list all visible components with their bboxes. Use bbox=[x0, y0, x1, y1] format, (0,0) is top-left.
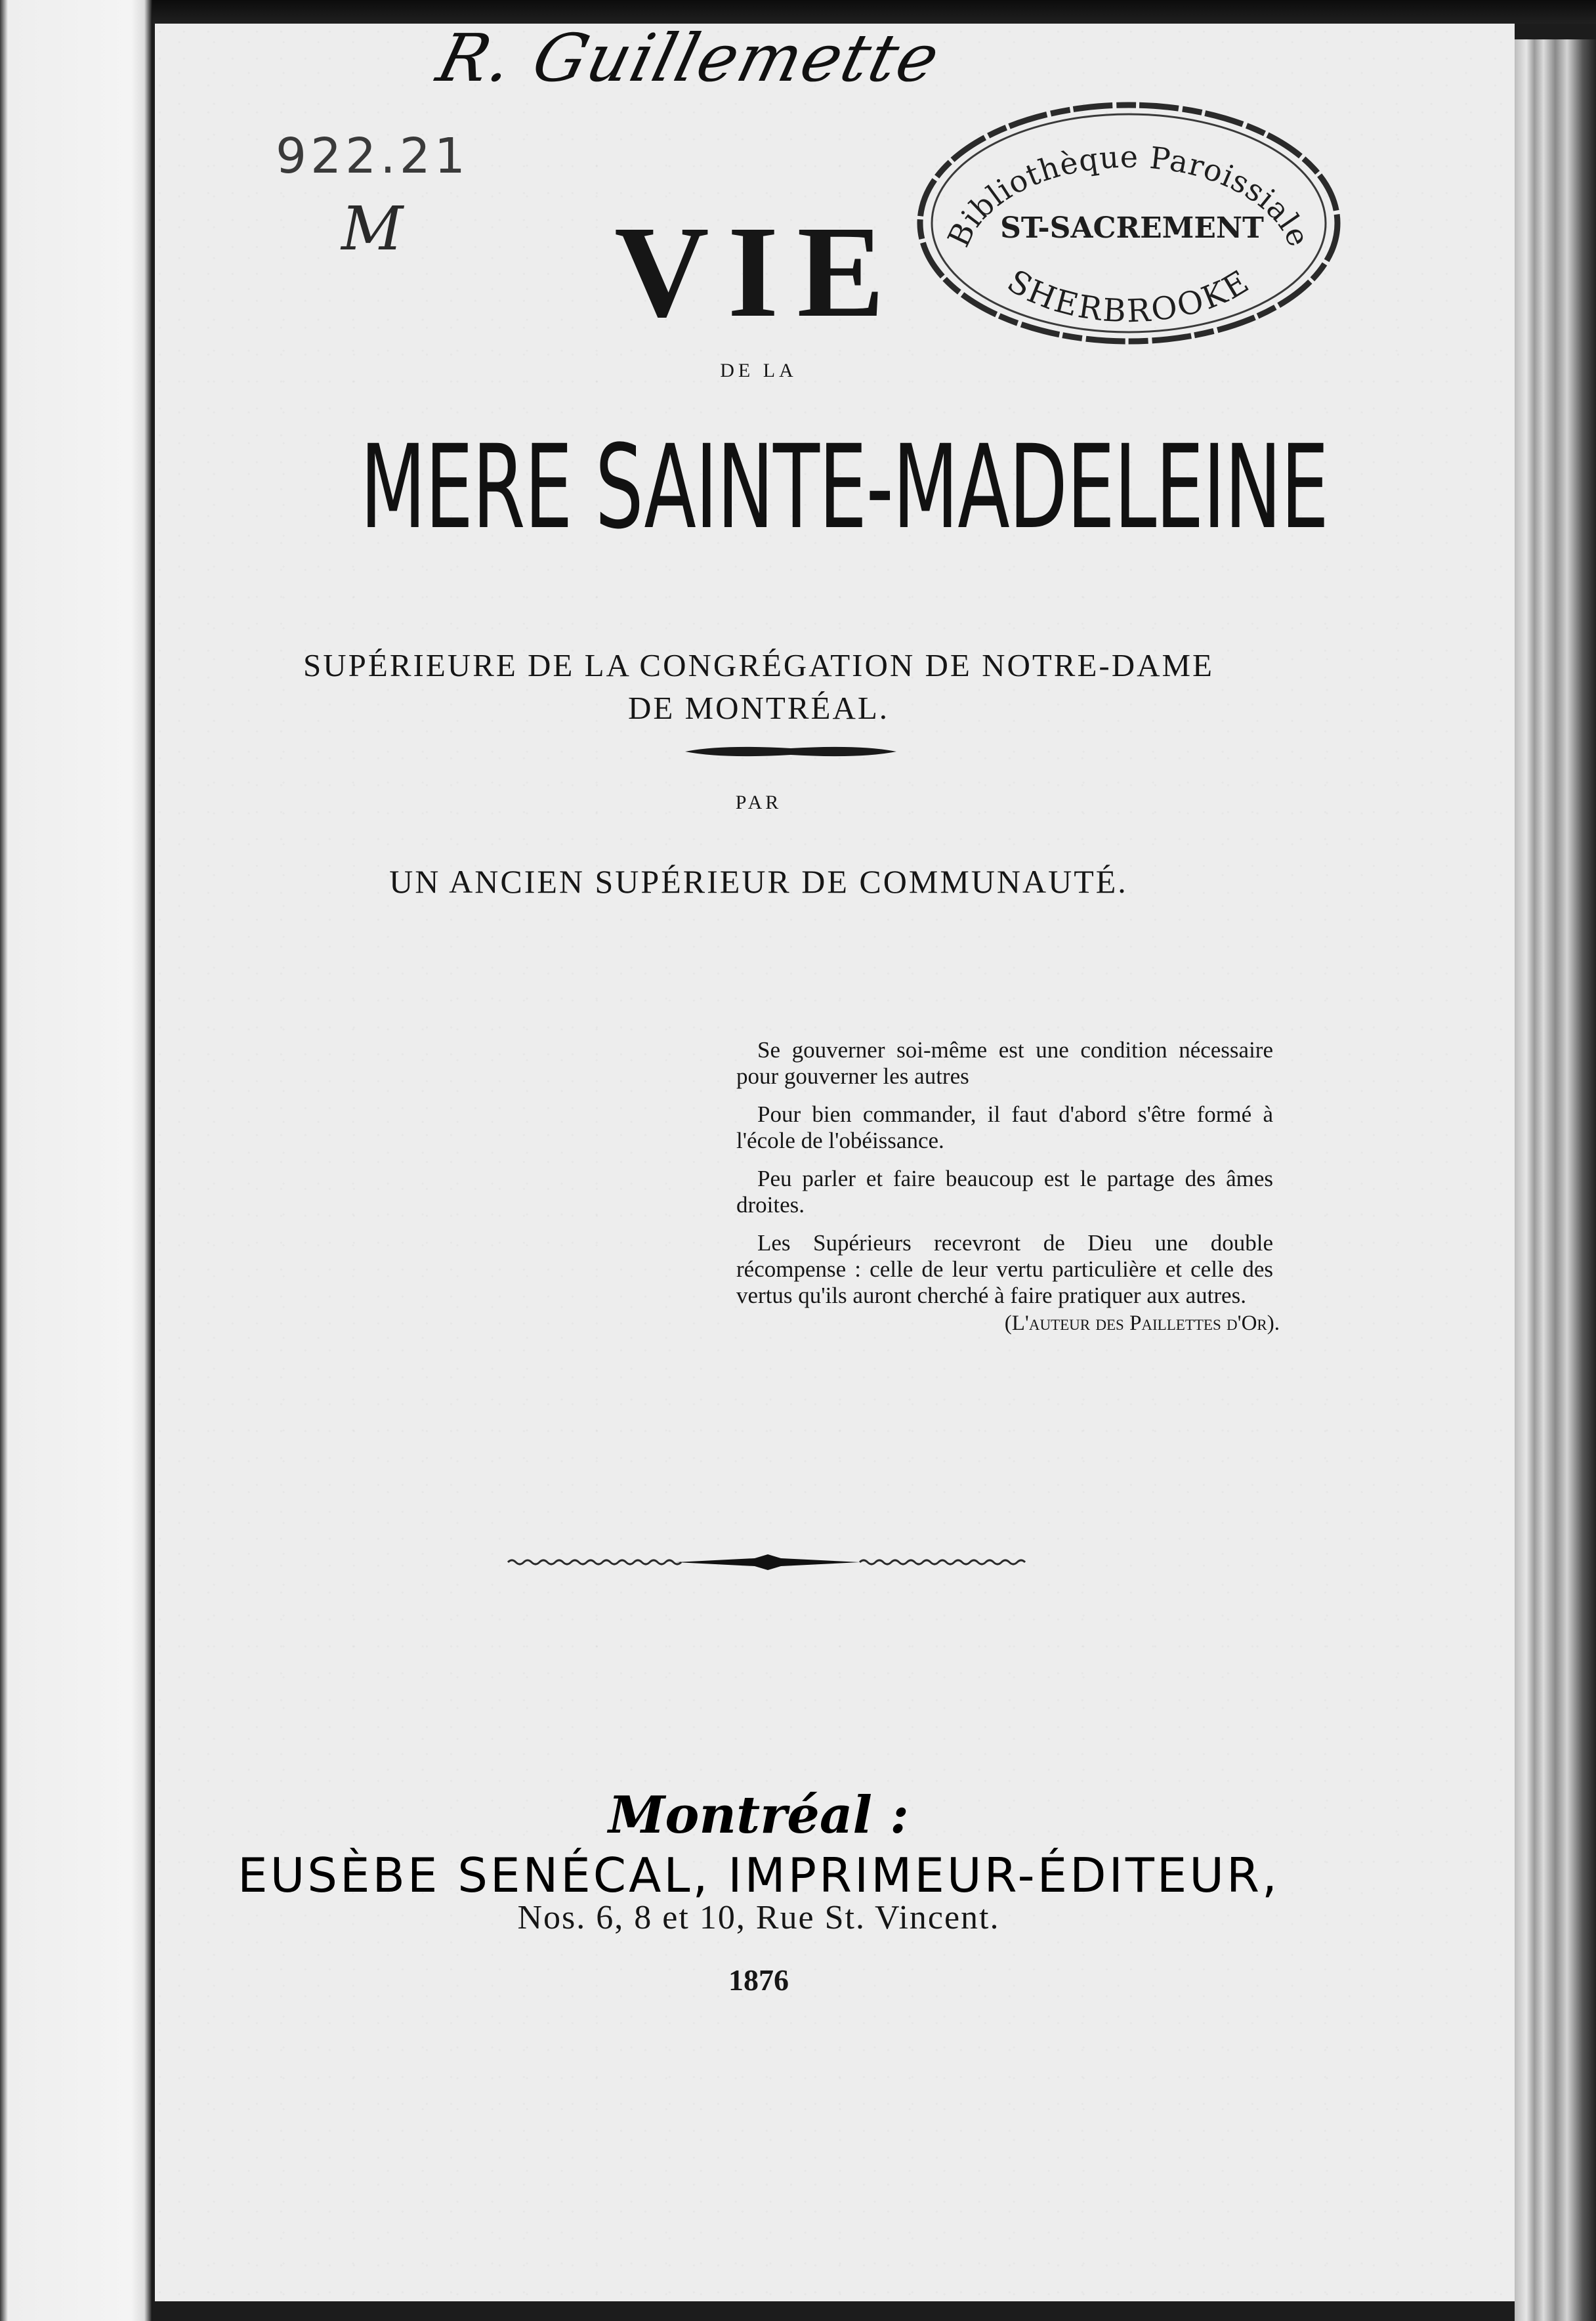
author-line: UN ANCIEN SUPÉRIEUR DE COMMUNAUTÉ. bbox=[389, 863, 1128, 900]
binding-edge bbox=[0, 0, 152, 2321]
ornamental-rule bbox=[682, 742, 899, 761]
title-vie: VIE bbox=[614, 200, 903, 345]
epigraph bbox=[736, 1037, 1273, 1321]
epigraph-paragraph: Peu parler et faire beaucoup est le partage des âmes droites. bbox=[736, 1166, 1273, 1218]
stamp-line-2: ST-SACREMENT bbox=[1000, 211, 1264, 245]
call-number: 922.21 bbox=[276, 128, 469, 184]
par-label: PAR bbox=[735, 792, 782, 813]
imprint-address: Nos. 6, 8 et 10, Rue St. Vincent. bbox=[517, 1899, 1000, 1936]
page-edges-right bbox=[1515, 39, 1596, 2321]
imprint-year: 1876 bbox=[728, 1963, 789, 1997]
owner-signature: R. Guillemette bbox=[430, 20, 948, 96]
call-letter: M bbox=[341, 194, 404, 264]
decorative-divider bbox=[505, 1549, 1030, 1575]
stamp-line-1: Bibliothèque Paroissiale bbox=[940, 138, 1317, 253]
epigraph-paragraph: Les Supérieurs recevront de Dieu une double récompense : celle de leur vertu particulière et celle des vertus qu'ils auront cherché à faire pratiquer aux autres. bbox=[736, 1230, 1273, 1308]
epigraph-paragraph: Se gouverner soi-même est une condition nécessaire pour gouverner les autres bbox=[736, 1037, 1273, 1089]
imprint-city: Montréal : bbox=[608, 1785, 909, 1845]
title-de-la: DE LA bbox=[720, 360, 797, 381]
title-main: MERE SAINTE-MADELEINE bbox=[360, 420, 1328, 555]
epigraph-paragraph: Pour bien commander, il faut d'abord s'être formé à l'école de l'obéissance. bbox=[736, 1101, 1273, 1153]
subtitle-line-1: SUPÉRIEURE DE LA CONGRÉGATION DE NOTRE-DAME bbox=[303, 647, 1214, 683]
stamp-line-3: SHERBROOKE bbox=[1001, 262, 1257, 330]
subtitle-line-2: DE MONTRÉAL. bbox=[627, 690, 890, 726]
epigraph-attribution: (L'auteur des Paillettes d'Or). bbox=[1004, 1311, 1280, 1335]
imprint-publisher: EUSÈBE SENÉCAL, IMPRIMEUR-ÉDITEUR, bbox=[238, 1848, 1280, 1903]
